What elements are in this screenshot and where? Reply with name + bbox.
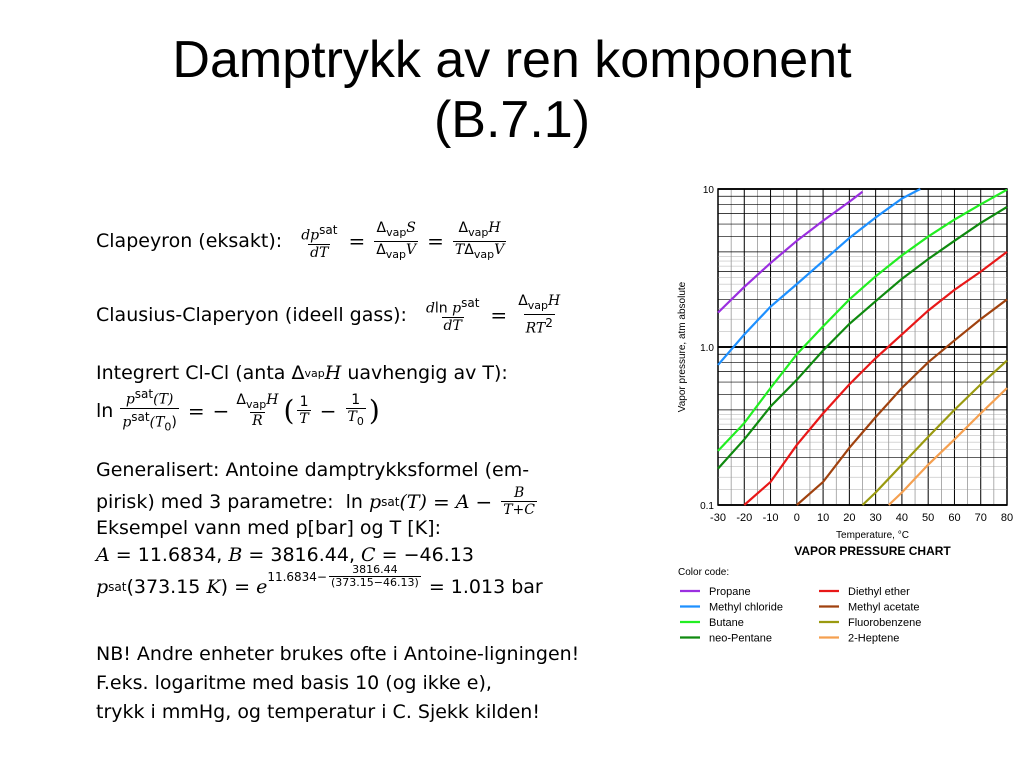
slide-title xyxy=(0,30,1024,150)
integrated-heading: Integrert Cl-Cl (anta Δ vap H uavhengig av T): xyxy=(96,362,508,384)
x-tick-label: 80 xyxy=(1000,512,1014,524)
legend-label: Fluorobenzene xyxy=(848,617,922,629)
generalized-line3: Eksempel vann med p[bar] og T [K]: xyxy=(96,517,441,539)
integrated-equation: ln $\frac{\text{psat(T)}}{psat(T_0)}$ = − $\frac{\Delta_{vap}H}{R}$ ( $\frac{1}{T}$ − $\frac{1}{T_0}$ ) xyxy=(96,387,380,434)
legend-label: neo-Pentane xyxy=(709,632,772,645)
clapeyron-equation xyxy=(96,220,509,263)
x-tick-label: -10 xyxy=(762,512,779,524)
clapeyron-rhs-fraction: $\frac{\Delta_{vap}H}{T\Delta_{vap}V}$ xyxy=(454,220,505,261)
legend-label: Diethyl ether xyxy=(848,586,910,598)
integrated-h-fraction: $\frac{\Delta_{vap}H}{R}$ xyxy=(236,391,279,430)
legend-label: Butane xyxy=(709,617,744,629)
clausius-label: Clausius-Claperyon (ideell gass): xyxy=(96,303,407,326)
x-tick-label: 10 xyxy=(816,512,830,524)
equals-sign: = xyxy=(427,229,444,254)
x-tick-label: 20 xyxy=(843,512,856,524)
antoine-example: p sat (373.15 K ) = e 11.6834− $\frac{3816.44}{(373.15-46.13)}$ = 1.013 bar xyxy=(96,563,543,598)
legend-label: 2-Heptene xyxy=(848,632,900,645)
generalized-line1: Generalisert: Antoine damptrykksformel (em- xyxy=(96,459,530,481)
x-tick-label: 30 xyxy=(869,512,882,524)
slide-title-line1: Damptrykk av ren komponent xyxy=(172,31,852,89)
legend-label: Methyl chloride xyxy=(709,601,783,614)
x-tick-label: -20 xyxy=(736,512,753,524)
x-tick-label: 40 xyxy=(895,512,909,524)
clausius-lhs-fraction: $\frac{\text{dln psat}}{dT}$ xyxy=(425,296,480,335)
x-tick-label: -30 xyxy=(710,512,726,524)
note-line3: trykk i mmHg, og temperatur i C. Sjekk kilden! xyxy=(96,701,540,723)
note-line2: F.eks. logaritme med basis 10 (og ikke e), xyxy=(96,672,492,694)
clapeyron-label: Clapeyron (eksakt): xyxy=(96,230,283,253)
generalized-line2: pirisk) med 3 parametre: ln p sat (T) = A − $\frac{B}{T+C}$ xyxy=(96,485,535,518)
clapeyron-mid-fraction: $\frac{\Delta_{vap}S}{\Delta_{vap}V}$ xyxy=(376,220,417,261)
equals-sign: = xyxy=(348,229,366,254)
legend-label: Propane xyxy=(709,586,751,598)
vapor-pressure-chart-svg xyxy=(664,180,1024,650)
x-tick-label: 50 xyxy=(922,512,935,524)
equals-sign: = xyxy=(490,302,508,327)
y-axis-label: Vapor pressure, atm absolute xyxy=(677,281,688,413)
note-line1: NB! Andre enheter brukes ofte i Antoine-ligningen! xyxy=(96,643,580,665)
slide-title-line2: (B.7.1) xyxy=(433,91,591,149)
x-tick-label: 60 xyxy=(948,512,961,524)
antoine-constants: A = 11.6834, B = 3816.44, C = −46.13 xyxy=(96,544,474,566)
legend-label: Methyl acetate xyxy=(848,601,920,614)
clapeyron-lhs-fraction: $\frac{\text{dpsat}}{dT}$ xyxy=(301,222,338,261)
vapor-pressure-chart xyxy=(664,180,1024,650)
legend-title: Color code: xyxy=(678,567,730,578)
x-tick-label: 0 xyxy=(793,512,800,524)
clausius-rhs-fraction: $\frac{\Delta_{vap}H}{RT2}$ xyxy=(518,293,561,337)
clausius-equation xyxy=(96,293,565,336)
integrated-p-ratio: $\frac{\text{psat(T)}}{psat(T_0)}$ xyxy=(122,387,177,434)
x-tick-label: 70 xyxy=(974,512,987,524)
y-tick-label: 10 xyxy=(702,185,714,196)
y-tick-label: 0.1 xyxy=(700,501,714,512)
x-axis-label: Temperature, °C xyxy=(836,530,909,541)
y-tick-label: 1.0 xyxy=(700,343,714,354)
chart-title: VAPOR PRESSURE CHART xyxy=(794,544,951,558)
